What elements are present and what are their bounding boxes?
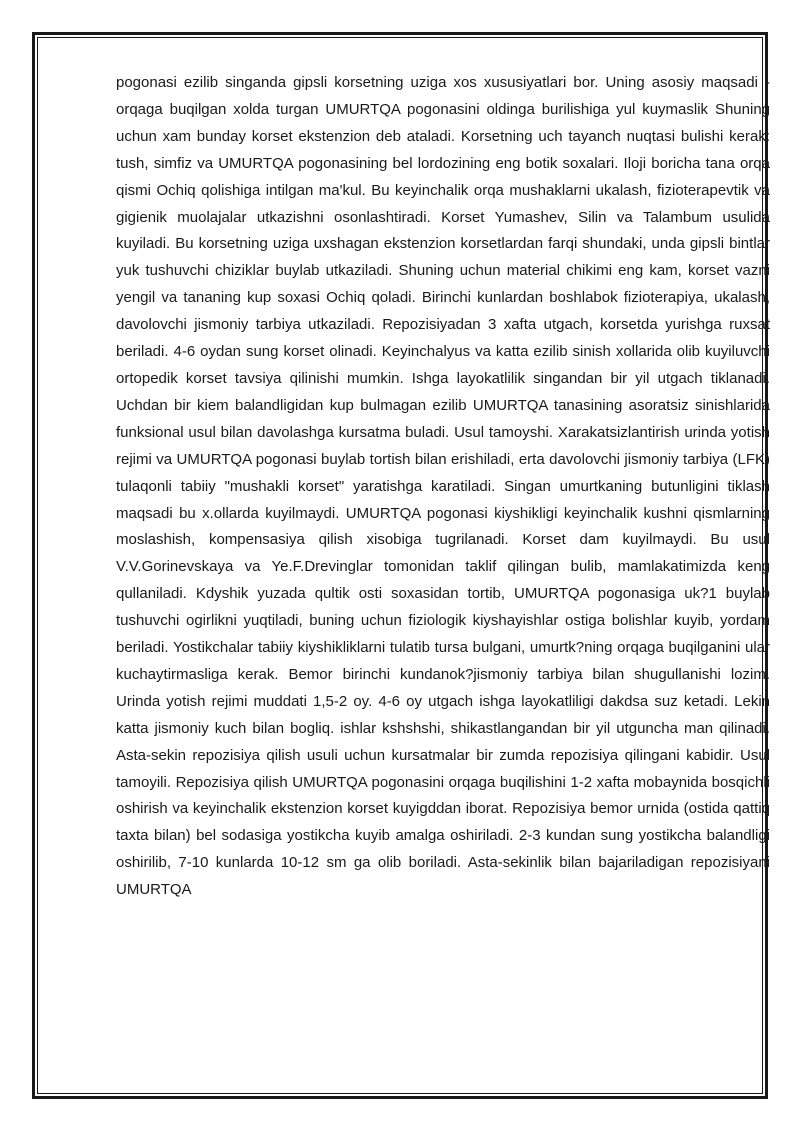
body-paragraph: pogonasi ezilib singanda gipsli korsetning uziga xos xususiyatlari bor. Uning asosiy maqsadi - orqaga buqilgan xolda turgan UMURTQA pogonasini oldinga burilishiga yul kuymaslik Shuning uchun xam bunday korset ekstenzion deb ataladi. Korsetning uch tayanch nuqtasi bulishi kerak: tush, simfiz va UMURTQA pogonasining bel lordozining eng botik soxalari. Iloji boricha tana orqa qismi Ochiq qolishiga intilgan ma'kul. Bu keyinchalik orqa mushaklarni ukalash, fizioterapevtik va gigienik muolajalar utkazishni osonlashtiradi. Korset Yumashev, Silin va Talambum usulida kuyiladi. Bu korsetning uziga uxshagan ekstenzion korsetlardan farqi shundaki, unda gipsli bintlar yuk tushuvchi chiziklar buylab utkaziladi. Shuning uchun material chikimi eng kam, korset vazni yengil va tananing kup soxasi Ochiq qoladi. Birinchi kunlardan boshlabok fizioterapiya, ukalash, davolovchi jismoniy tarbiya utkaziladi. Repozisiyadan 3 xafta utgach, korsetda yurishga ruxsat beriladi. 4-6 oydan sung korset olinadi. Keyinchalyus va katta ezilib sinish xollarida olib kuyiluvchi ortopedik korset tavsiya qilinishi mumkin. Ishga layokatlilik singandan bir yil utgach tiklanadi. Uchdan bir kiem balandligidan kup bulmagan ezilib UMURTQA tanasining asoratsiz sinishlarida funksional usul bilan davolashga kursatma buladi. Usul tamoyshi. Xarakatsizlantirish urinda yotish rejimi va UMURTQA pogonasi buylab tortish bilan erishiladi, erta davolovchi jismoniy tarbiya (LFK) tulaqonli tabiiy "mushakli korset" yaratishga karatiladi. Singan umurtkaning butunligini tiklash maqsadi bu x.ollarda kuyilmaydi. UMURTQA pogonasi kiyshikligi keyinchalik kushni qismlarning moslashish, kompensasiya qilish xisobiga tugrilanadi. Korset dam kuyilmaydi. Bu usul V.V.Gorinevskaya va Ye.F.Drevinglar tomonidan taklif qilingan bulib, mamlakatimizda keng qullaniladi. Kdyshik yuzada qultik osti soxasidan tortib, UMURTQA pogonasiga uk?1 buylab tushuvchi ogirlikni yuqtiladi, buning uchun fiziologik kiyshayishlar ostiga bolishlar kuyib, yordam beriladi. Yostikchalar tabiiy kiyshikliklarni tulatib tursa bulgani, umurtk?ning orqaga buqilganini ular kuchaytirmasliga kerak. Bemor birinchi kundanok?jismoniy tarbiya bilan shugullanishi lozim. Urinda yotish rejimi muddati 1,5-2 oy. 4-6 oy utgach ishga layokatliligi dakdsa suz ketadi. Lekin katta jismoniy kuch bilan bogliq. ishlar kshshshi, shikastlangandan bir yil utguncha man qilinadi. Asta-sekin repozisiya qilish usuli uchun kursatmalar bir zumda repozisiya qilingani kabidir. Usul tamoyili. Repozisiya qilish UMURTQA pogonasini orqaga buqilishini 1-2 xafta mobaynida bosqichli oshirish va keyinchalik ekstenzion korset kuyigddan iborat. Repozisiya bemor urnida (ostida qattiq taxta bilan) bel sodasiga yostikcha kuyib amalga oshiriladi. 2-3 kundan sung yostikcha balandligi oshirilib, 7-10 kunlarda 10-12 sm ga olib boriladi. Asta-sekinlik bilan bajariladigan repozisiyani UMURTQA	[116, 74, 770, 899]
